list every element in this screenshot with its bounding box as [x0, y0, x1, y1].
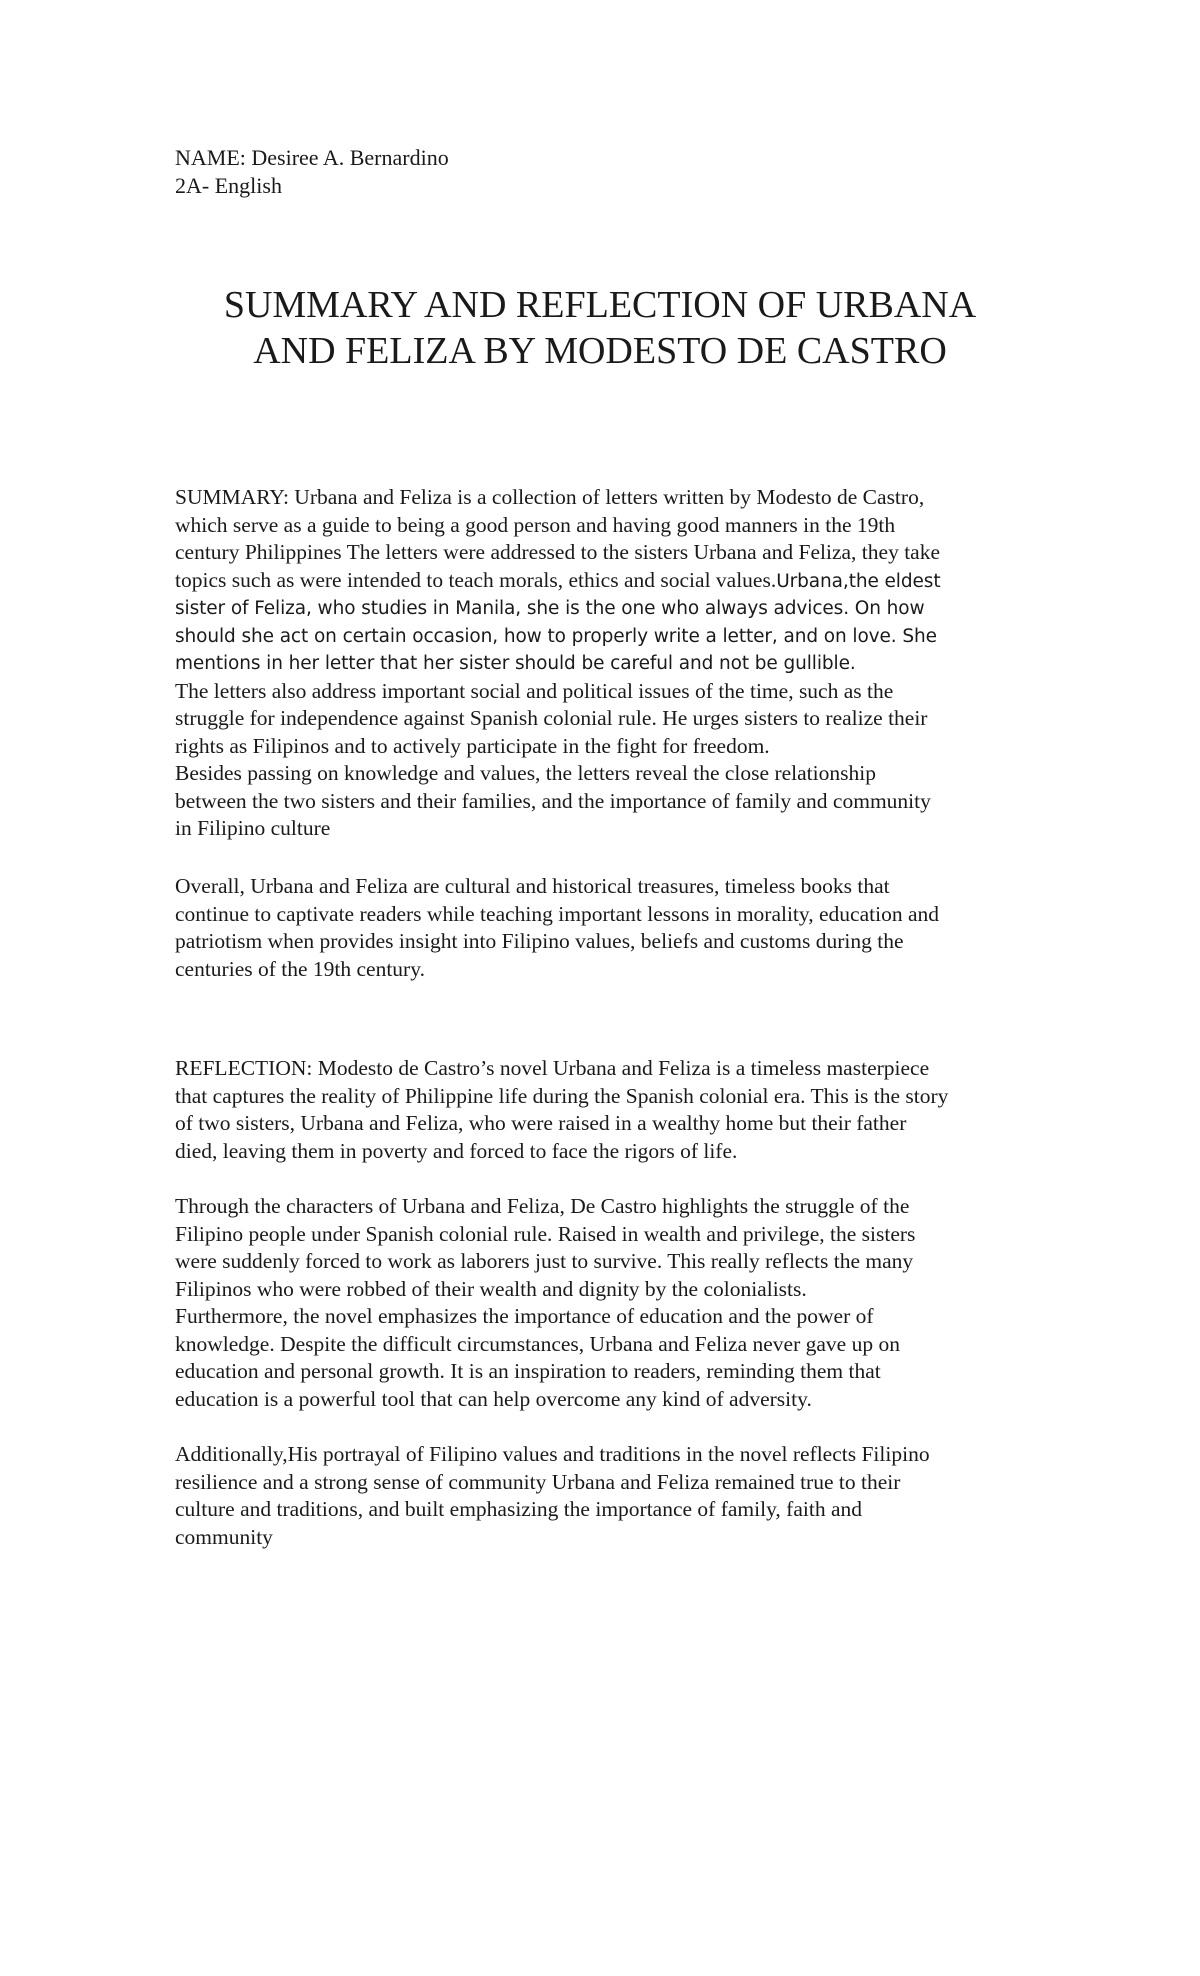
overall-line: continue to captivate readers while teaching important lessons in morality, education and	[175, 901, 940, 926]
reflection-paragraph-3	[175, 1441, 1055, 1551]
summary-line: which serve as a guide to being a good person and having good manners in the 19th	[175, 512, 896, 537]
reflection-line: Filipino people under Spanish colonial rule. Raised in wealth and privilege, the sisters	[175, 1221, 916, 1246]
summary-sans-line: mentions in her letter that her sister should be careful and not be gullible.	[175, 653, 856, 674]
summary-sans-text: Urbana,the eldest	[776, 570, 941, 592]
overall-paragraph	[175, 873, 1055, 983]
reflection-line: community	[175, 1524, 273, 1549]
summary-sans-line: sister of Feliza, who studies in Manila, she is the one who always advices. On how	[175, 598, 925, 619]
summary-line: in Filipino culture	[175, 816, 331, 840]
summary-line: struggle for independence against Spanish colonial rule. He urges sisters to realize their	[175, 706, 928, 730]
student-class: 2A- English	[175, 173, 282, 198]
overall-line: Overall, Urbana and Feliza are cultural and historical treasures, timeless books that	[175, 874, 890, 898]
summary-sans-line: should she act on certain occasion, how to properly write a letter, and on love. She	[175, 625, 937, 647]
reflection-line: that captures the reality of Philippine life during the Spanish colonial era. This is the story	[175, 1083, 949, 1108]
summary-line: The letters also address important social and political issues of the time, such as the	[175, 678, 894, 703]
summary-line: century Philippines The letters were addressed to the sisters Urbana and Feliza, they take	[175, 540, 941, 564]
reflection-paragraph-2	[175, 1193, 1055, 1413]
reflection-line: education is a powerful tool that can help overcome any kind of adversity.	[175, 1386, 812, 1411]
reflection-paragraph	[175, 1055, 1055, 1165]
summary-line	[175, 567, 1055, 596]
reflection-line: Filipinos who were robbed of their wealth and dignity by the colonialists.	[175, 1276, 807, 1301]
reflection-line: REFLECTION: Modesto de Castro’s novel Urbana and Feliza is a timeless masterpiece	[175, 1056, 930, 1080]
reflection-line: resilience and a strong sense of community Urbana and Feliza remained true to their	[175, 1469, 901, 1494]
reflection-line: Through the characters of Urbana and Feliza, De Castro highlights the struggle of the	[175, 1194, 910, 1218]
reflection-line: died, leaving them in poverty and forced to face the rigors of life.	[175, 1138, 738, 1163]
reflection-line: culture and traditions, and built emphasizing the importance of family, faith and	[175, 1497, 863, 1521]
reflection-line: education and personal growth. It is an inspiration to readers, reminding them that	[175, 1359, 881, 1383]
summary-line: SUMMARY: Urbana and Feliza is a collection of letters written by Modesto de Castro,	[175, 485, 925, 509]
title-line-1: SUMMARY AND REFLECTION OF URBANA	[223, 284, 977, 326]
reflection-line: Additionally,His portrayal of Filipino values and traditions in the novel reflects Filipino	[175, 1442, 930, 1466]
summary-line: rights as Filipinos and to actively participate in the fight for freedom.	[175, 733, 770, 758]
reflection-line: knowledge. Despite the difficult circumstances, Urbana and Feliza never gave up on	[175, 1331, 900, 1356]
overall-line: centuries of the 19th century.	[175, 956, 425, 981]
summary-paragraph	[175, 484, 1055, 843]
overall-line: patriotism when provides insight into Filipino values, beliefs and customs during the	[175, 929, 904, 953]
reflection-line: of two sisters, Urbana and Feliza, who were raised in a wealthy home but their father	[175, 1111, 907, 1135]
summary-line: Besides passing on knowledge and values, the letters reveal the close relationship	[175, 761, 876, 785]
reflection-line: were suddenly forced to work as laborers just to survive. This really reflects the many	[175, 1249, 914, 1273]
student-name: NAME: Desiree A. Bernardino	[175, 145, 449, 170]
student-header	[175, 144, 449, 200]
reflection-line: Furthermore, the novel emphasizes the importance of education and the power of	[175, 1304, 874, 1328]
page-title	[150, 282, 1050, 374]
summary-line: between the two sisters and their families, and the importance of family and community	[175, 788, 931, 813]
title-line-2: AND FELIZA BY MODESTO DE CASTRO	[253, 330, 947, 372]
summary-line-text: topics such as were intended to teach morals, ethics and social values.	[175, 567, 777, 592]
